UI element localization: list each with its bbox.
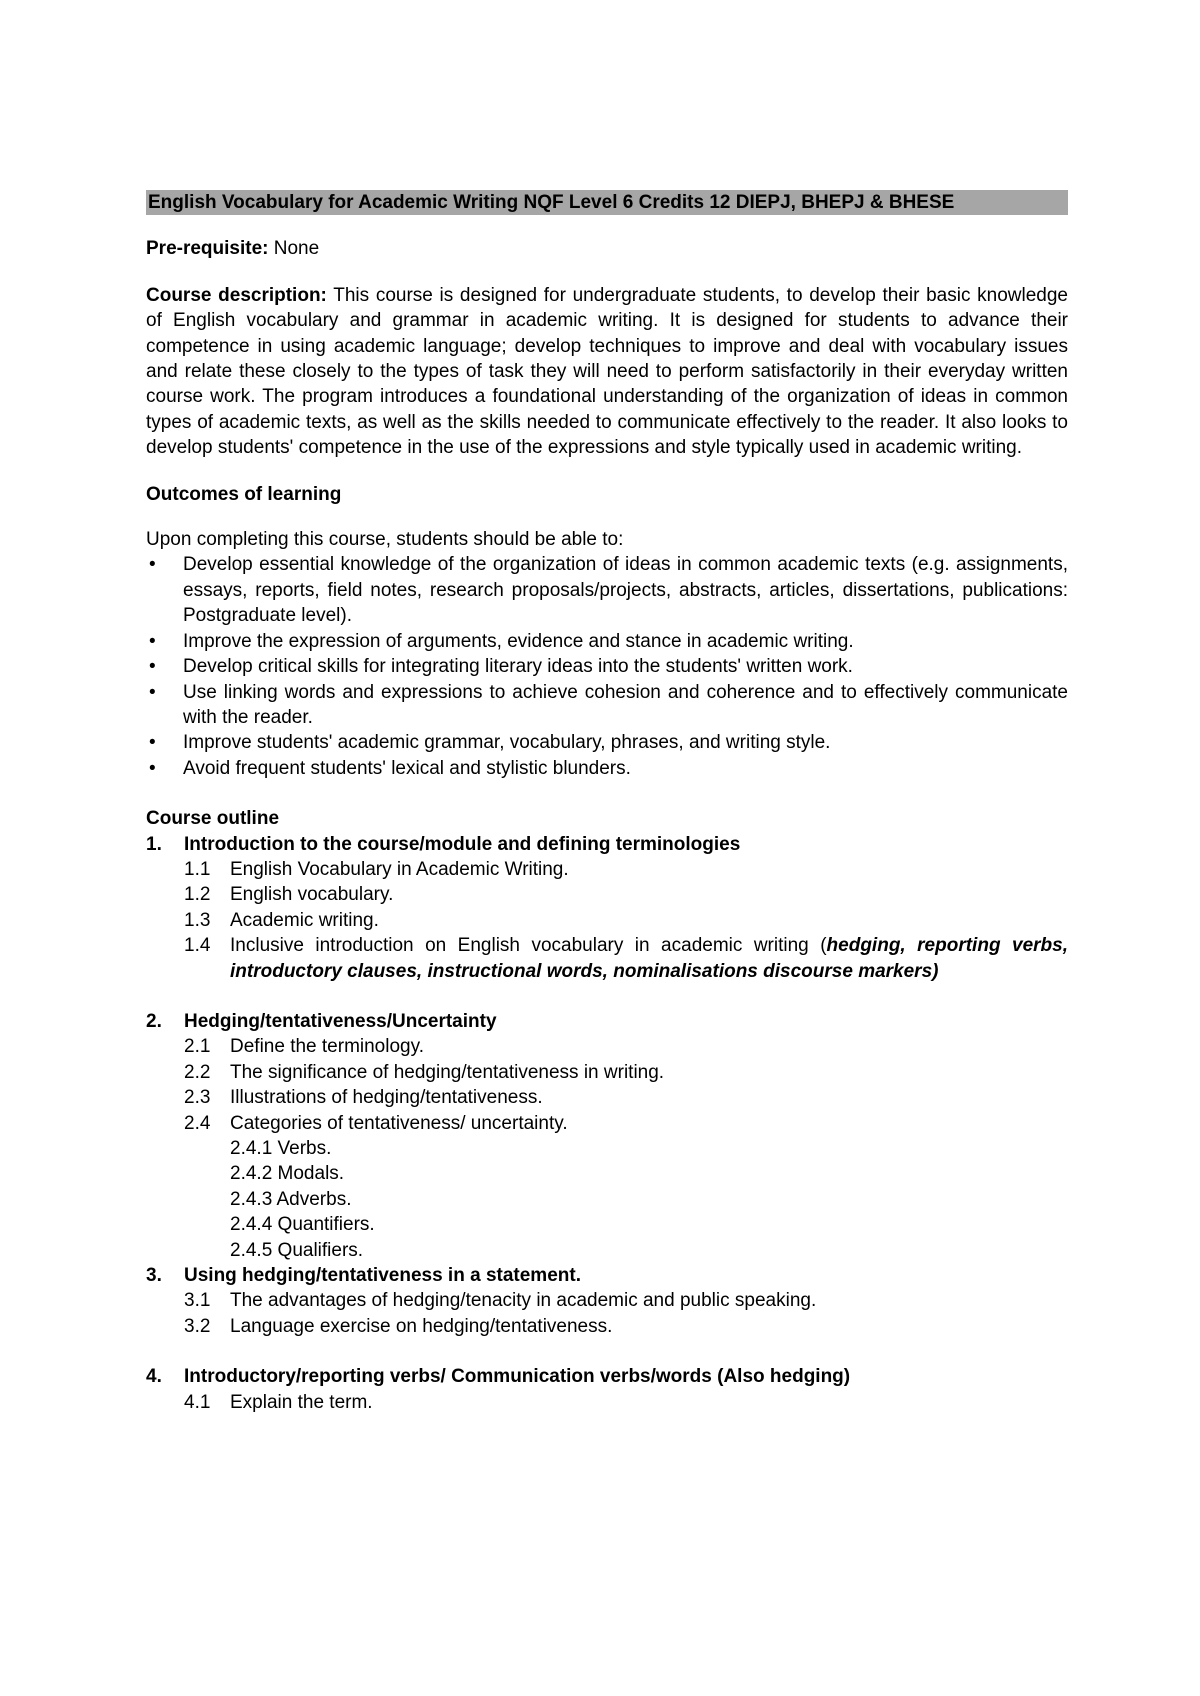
outline-heading: Course outline [146, 808, 280, 830]
bullet-icon: • [149, 554, 156, 576]
outcomes-list [146, 552, 1068, 781]
outcomes-heading: Outcomes of learning [146, 483, 342, 505]
outline-item: 3.2 Language exercise on hedging/tentativeness. [184, 1315, 613, 1337]
spacer [146, 984, 1068, 1009]
bullet-icon: • [149, 732, 156, 754]
section-heading: 2. Hedging/tentativeness/Uncertainty [146, 1010, 497, 1032]
prerequisite-label: Pre-requisite: [146, 238, 269, 260]
course-title: English Vocabulary for Academic Writing NQF Level 6 Credits 12 DIEPJ, BHEPJ & BHESE [146, 190, 1068, 215]
course-description [146, 283, 1068, 461]
list-item: • Improve the expression of arguments, evidence and stance in academic writing. [146, 629, 1068, 654]
outline-item: 1.3 Academic writing. [184, 909, 379, 931]
outline-subitem: 2.4.2 Modals. [230, 1163, 345, 1185]
section-heading: 1. Introduction to the course/module and defining terminologies [146, 833, 741, 855]
outline-item: 4.1 Explain the term. [184, 1391, 373, 1413]
bullet-icon: • [149, 681, 156, 703]
outline-item: 2.1 Define the terminology. [184, 1036, 424, 1058]
outline-item: 2.3 Illustrations of hedging/tentativeness. [184, 1087, 543, 1109]
outcomes-intro: Upon completing this course, students should be able to: [146, 529, 624, 551]
outline-item: 2.4 Categories of tentativeness/ uncertainty. [184, 1112, 568, 1134]
prerequisite-value: None [273, 238, 320, 260]
bullet-icon: • [149, 757, 156, 779]
outline-item: 1.1 English Vocabulary in Academic Writing. [184, 858, 569, 880]
emphasized-topics: hedging, reporting verbs, introductory clauses, instructional words, nominalisations discourse markers) [230, 935, 1068, 982]
outline-section-3 [146, 1263, 1068, 1339]
outline-section-1 [146, 832, 1068, 984]
outline-item: 3.1 The advantages of hedging/tenacity in academic and public speaking. [184, 1290, 817, 1312]
outline-subitem: 2.4.4 Quantifiers. [230, 1214, 375, 1236]
bullet-icon: • [149, 656, 156, 678]
spacer [146, 1339, 1068, 1364]
outline-section-4 [146, 1364, 1068, 1415]
list-item: • Improve students' academic grammar, vocabulary, phrases, and writing style. [146, 730, 1068, 755]
bullet-icon: • [149, 630, 156, 652]
list-item: • Develop critical skills for integrating literary ideas into the students' written work. [146, 654, 1068, 679]
outline-item: 1.4 Inclusive introduction on English vocabulary in academic writing (hedging, reporting verbs, introductory clauses, instructional words, nominalisations discourse markers) [184, 935, 1068, 982]
outline-subitem: 2.4.1 Verbs. [230, 1138, 332, 1159]
list-item: • Develop essential knowledge of the organization of ideas in common academic texts (e.g. assignments, essays, reports, field notes, research proposals/projects, abstracts, articles, dissertations, publications: Postgraduate level). [149, 554, 1068, 627]
outline-subitem: 2.4.5 Qualifiers. [230, 1239, 364, 1261]
outline-section-2 [146, 1009, 1068, 1263]
outline-subitem: 2.4.3 Adverbs. [230, 1188, 352, 1210]
list-item: • Use linking words and expressions to achieve cohesion and coherence and to effectively communicate with the reader. [149, 681, 1068, 728]
section-heading: 4. Introductory/reporting verbs/ Communication verbs/words (Also hedging) [146, 1366, 851, 1388]
outline-item: 1.2 English vocabulary. [184, 884, 394, 906]
section-heading: 3. Using hedging/tentativeness in a statement. [146, 1265, 581, 1287]
outline-item: 2.2 The significance of hedging/tentativeness in writing. [184, 1061, 665, 1083]
prerequisite-line [146, 236, 1068, 261]
description-label: Course description: [146, 284, 327, 306]
document-page [146, 190, 1068, 1415]
description-text: This course is designed for undergraduate students, to develop their basic knowledge of English vocabulary and grammar in academic writing. It is designed for students to advance their competence in using academic language; develop techniques to improve and deal with vocabulary issues and relate these closely to the types of task they will need to perform satisfactorily in their everyday written course work. The program introduces a foundational understanding of the organization of ideas in common types of academic texts, as well as the skills needed to communicate effectively to the reader. It also looks to develop students' competence in the use of the expressions and style typically used in academic writing. [146, 284, 1068, 459]
list-item: • Avoid frequent students' lexical and stylistic blunders. [146, 756, 1068, 781]
